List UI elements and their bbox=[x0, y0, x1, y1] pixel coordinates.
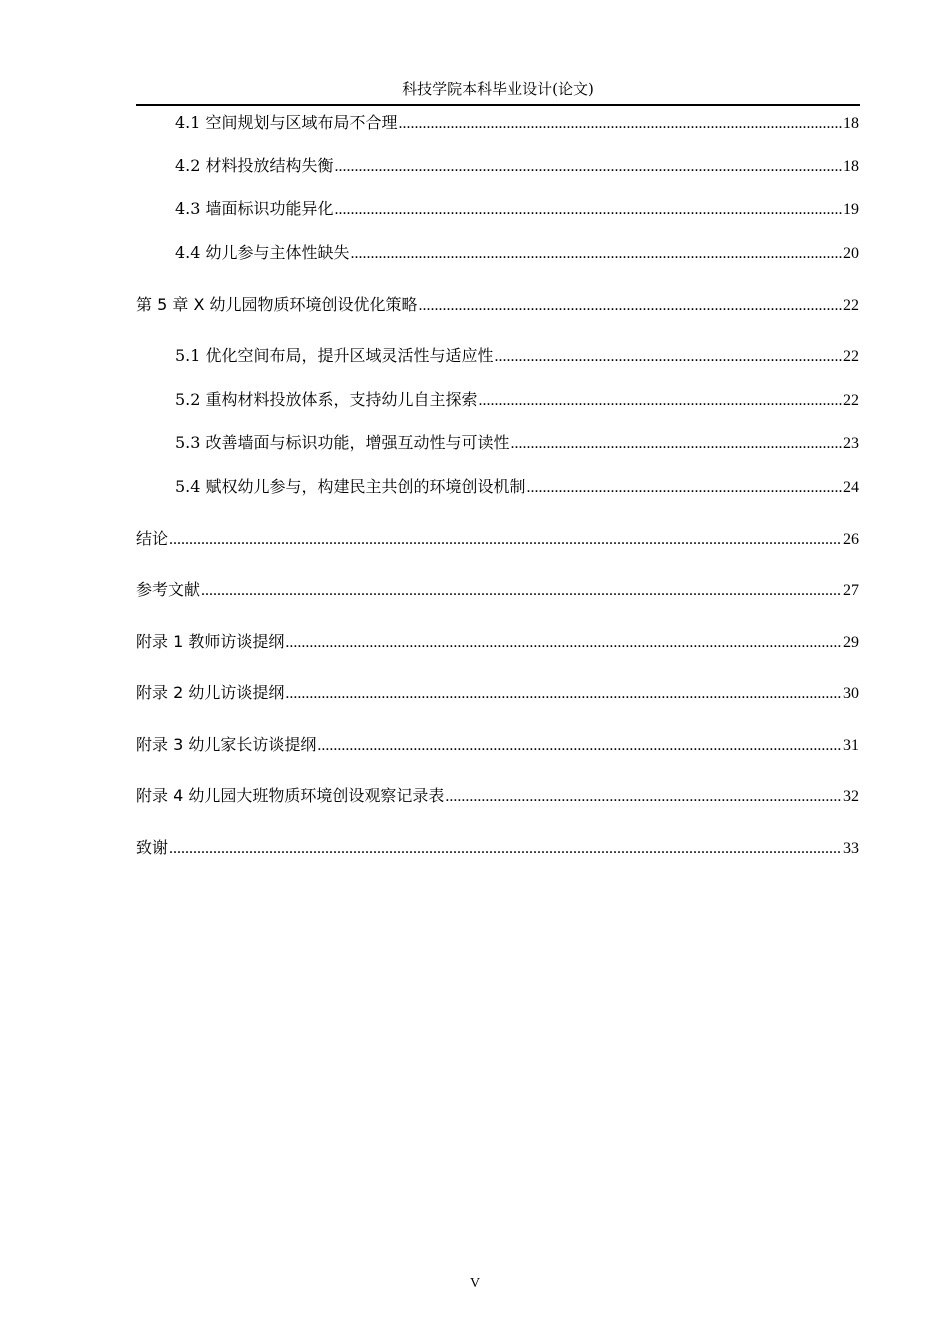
toc-entry-page: 22 bbox=[843, 348, 859, 365]
toc-entry-acknowledgements[interactable] bbox=[136, 837, 859, 860]
toc-leader-dots bbox=[527, 477, 842, 499]
toc-entry-4-4[interactable] bbox=[175, 242, 859, 265]
toc-leader-dots bbox=[511, 433, 842, 455]
toc-entry-title: 5.4 赋权幼儿参与，构建民主共创的环境创设机制 bbox=[175, 477, 526, 496]
toc-entry-title: 4.4 幼儿参与主体性缺失 bbox=[175, 243, 350, 262]
toc-entry-page: 20 bbox=[843, 245, 859, 262]
page-number: V bbox=[469, 1276, 481, 1291]
toc-entry-5-1[interactable] bbox=[175, 345, 859, 368]
toc-entry-title: 5.3 改善墙面与标识功能，增强互动性与可读性 bbox=[175, 433, 510, 452]
running-header bbox=[136, 78, 860, 106]
toc-entry-page: 19 bbox=[843, 201, 859, 218]
toc-entry-title: 参考文献 bbox=[136, 580, 201, 599]
toc-entry-page: 22 bbox=[843, 392, 859, 409]
toc-entry-5-2[interactable] bbox=[175, 389, 859, 412]
toc-leader-dots bbox=[479, 390, 842, 412]
toc-leader-dots bbox=[285, 683, 842, 705]
toc-leader-dots bbox=[399, 113, 842, 135]
toc-entry-4-1[interactable] bbox=[175, 112, 859, 135]
toc-entry-page: 27 bbox=[843, 582, 859, 599]
toc-entry-title: 结论 bbox=[136, 529, 169, 548]
toc-entry-chapter-5[interactable] bbox=[136, 294, 859, 317]
toc-leader-dots bbox=[169, 838, 842, 860]
toc-leader-dots bbox=[317, 735, 842, 757]
toc-entry-title: 第 5 章 X 幼儿园物质环境创设优化策略 bbox=[136, 295, 418, 314]
toc-entry-appendix-4[interactable] bbox=[136, 785, 859, 808]
toc-leader-dots bbox=[335, 156, 842, 178]
toc-entry-4-2[interactable] bbox=[175, 155, 859, 178]
toc-entry-references[interactable] bbox=[136, 579, 859, 602]
toc-leader-dots bbox=[351, 243, 842, 265]
toc-entry-appendix-2[interactable] bbox=[136, 682, 859, 705]
toc-entry-title: 4.3 墙面标识功能异化 bbox=[175, 199, 334, 218]
toc-entry-page: 22 bbox=[843, 297, 859, 314]
toc-entry-page: 33 bbox=[843, 840, 859, 857]
toc-entry-appendix-1[interactable] bbox=[136, 631, 859, 654]
toc-entry-page: 32 bbox=[843, 788, 859, 805]
toc-entry-5-4[interactable] bbox=[175, 476, 859, 499]
toc-leader-dots bbox=[335, 199, 842, 221]
toc-entry-conclusion[interactable] bbox=[136, 528, 859, 551]
toc-entry-title: 4.2 材料投放结构失衡 bbox=[175, 156, 334, 175]
toc-entry-title: 附录 3 幼儿家长访谈提纲 bbox=[136, 735, 317, 754]
toc-entry-title: 附录 1 教师访谈提纲 bbox=[136, 632, 285, 651]
toc-leader-dots bbox=[169, 529, 842, 551]
toc-entry-title: 致谢 bbox=[136, 838, 169, 857]
toc-entry-page: 23 bbox=[843, 435, 859, 452]
toc-entry-title: 附录 4 幼儿园大班物质环境创设观察记录表 bbox=[136, 786, 445, 805]
toc-leader-dots bbox=[495, 346, 842, 368]
page-footer bbox=[0, 1276, 950, 1292]
toc-entry-page: 26 bbox=[843, 531, 859, 548]
toc-entry-page: 29 bbox=[843, 634, 859, 651]
toc-leader-dots bbox=[285, 632, 842, 654]
toc-entry-page: 18 bbox=[843, 115, 859, 132]
toc-entry-page: 18 bbox=[843, 158, 859, 175]
toc-entry-appendix-3[interactable] bbox=[136, 734, 859, 757]
toc-entry-5-3[interactable] bbox=[175, 432, 859, 455]
toc-entry-4-3[interactable] bbox=[175, 198, 859, 221]
toc-leader-dots bbox=[445, 786, 842, 808]
toc-entry-title: 4.1 空间规划与区域布局不合理 bbox=[175, 113, 398, 132]
header-title: 科技学院本科毕业设计(论文) bbox=[402, 80, 594, 98]
toc-entry-title: 5.2 重构材料投放体系，支持幼儿自主探索 bbox=[175, 390, 478, 409]
toc-entry-page: 24 bbox=[843, 479, 859, 496]
toc-entry-page: 30 bbox=[843, 685, 859, 702]
toc-entry-page: 31 bbox=[843, 737, 859, 754]
toc-leader-dots bbox=[419, 295, 843, 317]
toc-entry-title: 5.1 优化空间布局，提升区域灵活性与适应性 bbox=[175, 346, 494, 365]
toc-entry-title: 附录 2 幼儿访谈提纲 bbox=[136, 683, 285, 702]
toc-leader-dots bbox=[201, 580, 842, 602]
